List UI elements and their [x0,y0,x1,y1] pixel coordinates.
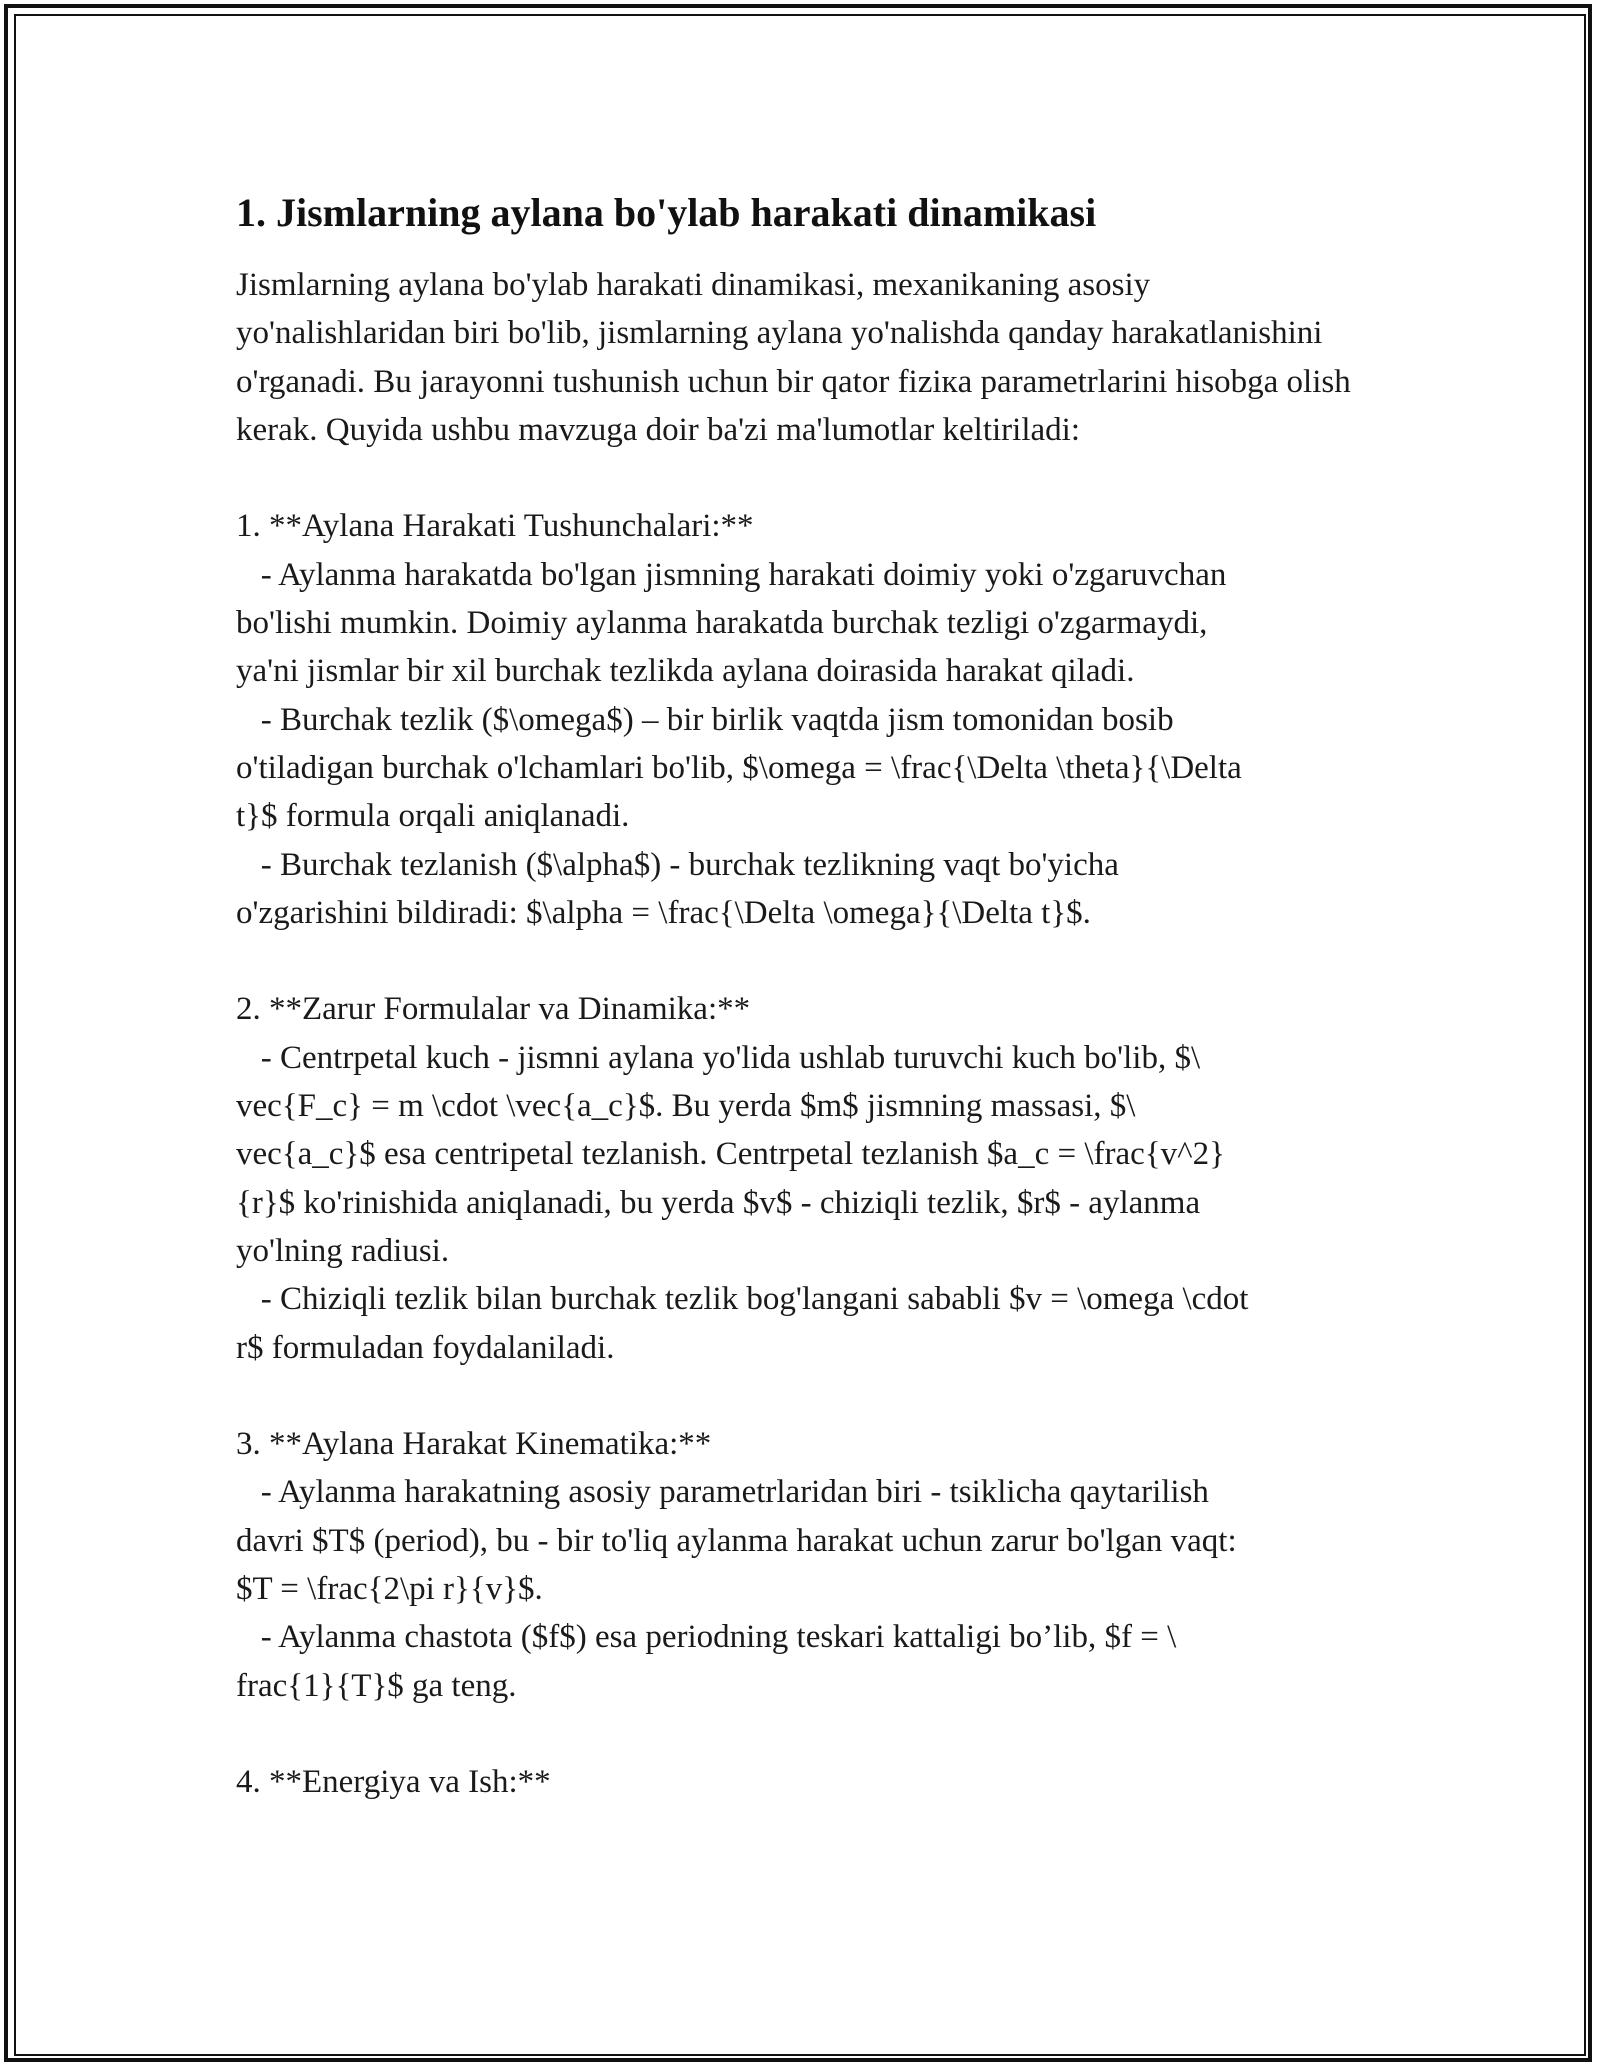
section-line: vec{a_c}$ esa centripetal tezlanish. Centrpetal tezlanish $a_c = \frac{v^2} [236,1136,1225,1173]
section-line: o'zgarishini bildiradi: $\alpha = \frac{\Delta \omega}{\Delta t}$. [236,894,1091,931]
section-line: davri $T$ (period), bu - bir to'liq aylanma harakat uchun zarur bo'lgan vaqt: [236,1522,1237,1559]
section-line: r$ formuladan foydalaniladi. [236,1329,615,1366]
document-body [236,187,1366,1807]
section-4 [236,1758,1366,1806]
section-line: - Centrpetal kuch - jismni aylana yo'lida ushlab turuvchi kuch bo'lib, $\ [236,1039,1201,1076]
section-line: ya'ni jismlar bir xil burchak tezlikda aylana doirasida harakat qiladi. [236,653,1135,690]
section-line: - Aylanma harakatning asosiy parametrlaridan biri - tsiklicha qaytarilish [236,1474,1209,1511]
section-line: $T = \frac{2\pi r}{v}$. [236,1571,543,1608]
section-line: bo'lishi mumkin. Doimiy aylanma harakatda burchak tezligi o'zgarmaydi, [236,605,1208,642]
section-line: - Burchak tezlanish ($\alpha$) - burchak tezlikning vaqt bo'yicha [236,846,1119,883]
section-heading: 3. **Aylana Harakat Kinematika:** [236,1426,712,1463]
section-3 [236,1420,1366,1710]
section-line: t}$ formula orqali aniqlanadi. [236,798,630,835]
section-heading: 4. **Energiya va Ish:** [236,1764,551,1801]
document-title: 1. Jismlarning aylana bo'ylab harakati dinamikasi [236,190,1097,235]
section-heading: 2. **Zarur Formulalar va Dinamika:** [236,991,751,1028]
section-line: o'tiladigan burchak o'lchamlari bo'lib, $\omega = \frac{\Delta \theta}{\Delta [236,749,1242,786]
section-line: vec{F_c} = m \cdot \vec{a_c}$. Bu yerda $m$ jismning massasi, $\ [236,1088,1136,1125]
section-line: yo'lning radiusi. [236,1232,450,1269]
section-line: - Chiziqli tezlik bilan burchak tezlik bog'langani sababli $v = \omega \cdot [236,1281,1249,1318]
section-heading: 1. **Aylana Harakati Tushunchalari:** [236,508,754,545]
section-line: - Burchak tezlik ($\omega$) – bir birlik vaqtda jism tomonidan bosib [236,701,1174,738]
intro-paragraph: Jismlarning aylana bo'ylab harakati dinamikasi, mexanikaning asosiy yo'nalishlaridan biri bo'lib, jismlarning aylana yo'nalishda qanday harakatlanishini o'rganadi. Bu jarayonni tushunish uchun bir qator fiziкa parametrlarini hisobga olish kerak. Quyida ushbu mavzuga doir ba'zi ma'lumotlar keltiriladi: [236,267,1351,448]
section-1 [236,502,1366,937]
section-2 [236,985,1366,1371]
section-line: {r}$ ko'rinishida aniqlanadi, bu yerda $v$ - chiziqli tezlik, $r$ - aylanma [236,1184,1201,1221]
section-line: frac{1}{T}$ ga teng. [236,1667,517,1704]
section-line: - Aylanma chastota ($f$) esa periodning teskari kattaligi bo’lib, $f = \ [236,1619,1177,1656]
section-line: - Aylanma harakatda bo'lgan jismning harakati doimiy yoki o'zgaruvchan [236,556,1227,593]
